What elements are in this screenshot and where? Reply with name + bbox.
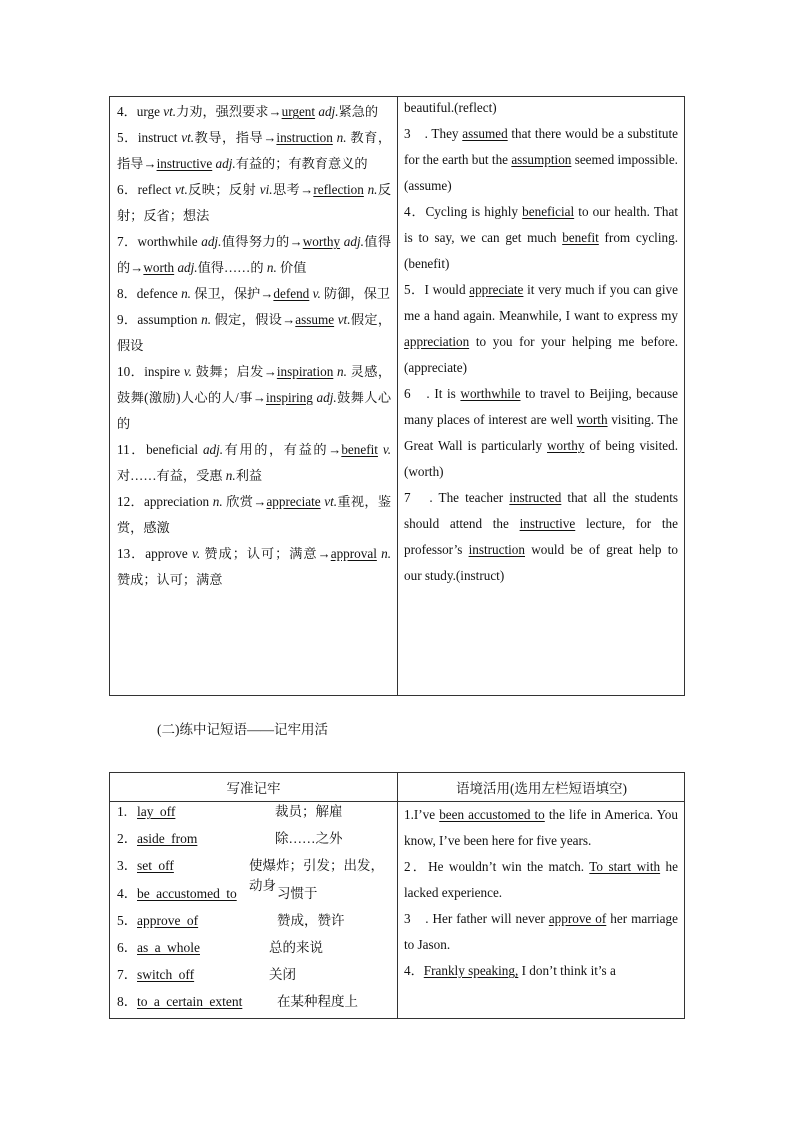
part-of-speech: v. (382, 442, 391, 457)
part-of-speech: adj. (215, 156, 236, 171)
answer-word: instructed (509, 490, 562, 505)
text-run: 值得……的 (197, 260, 267, 275)
text-run: to travel to Beijing, because many places of interest are well (404, 386, 678, 427)
text-run: 9．assumption (117, 312, 202, 327)
part-of-speech: n. (181, 286, 191, 301)
part-of-speech: vt. (324, 494, 338, 509)
text-run: 12．appreciation (117, 494, 213, 509)
entry-p1 (404, 802, 678, 854)
entry-p3 (404, 906, 678, 958)
text-run: 赞成；认可；满意 (117, 572, 223, 587)
phrase-english: switch off (137, 967, 195, 983)
text-run: 鼓舞；启发→ (191, 364, 277, 379)
answer-word: To start with (589, 859, 661, 874)
answer-word: worth (143, 260, 175, 275)
text-run: her marriage to Jason. (404, 911, 678, 952)
answer-word: beneficial (522, 204, 575, 219)
text-run: 思考→ (272, 182, 314, 197)
phrase-chinese: 使爆炸；引发；出发，动身 (249, 858, 384, 894)
answer-word: appreciate (469, 282, 524, 297)
text-run: 保卫，保护→ (190, 286, 274, 301)
part-of-speech: vi. (259, 182, 273, 197)
phrase-chinese: 关闭 (269, 967, 296, 983)
phrase-english: as a whole (137, 939, 200, 955)
answer-word: assume (295, 312, 335, 327)
phrase-row (117, 911, 391, 938)
text-run: 重视，鉴赏，感激 (117, 494, 392, 535)
part-of-speech: adj. (177, 260, 198, 275)
answer-word: approve of (548, 911, 607, 926)
phrase-number: 1. (117, 804, 128, 819)
phrase-chinese: 赞成，赞许 (277, 912, 345, 928)
part-of-speech: vt. (163, 104, 177, 119)
entry-p4 (404, 958, 678, 984)
answer-word: Frankly speaking, (423, 963, 519, 978)
answer-word: worthy (547, 438, 585, 453)
phrase-english: be accustomed to (137, 885, 237, 901)
entry-r7 (404, 485, 678, 589)
text-run: to our health. That is to say, we can get much (404, 204, 678, 245)
part-of-speech: vt. (337, 312, 351, 327)
text-run: 值得努力的→ (221, 234, 303, 249)
phrase-row (117, 829, 391, 856)
text-run: 教育，指导→ (117, 130, 392, 171)
text-run: 3 . Her father will never (404, 911, 549, 926)
header-right: 语境活用(选用左栏短语填空) (456, 781, 627, 796)
text-run: visiting. The Great Wall is particularly (404, 412, 678, 453)
phrase-number: 4． (117, 885, 138, 901)
text-run: 对……有益，受惠 (117, 468, 226, 483)
text-run: 6．reflect (117, 182, 175, 197)
part-of-speech: adj. (316, 390, 337, 405)
part-of-speech: n. (336, 130, 347, 145)
phrase-row (117, 938, 391, 965)
text-run: to you for your helping me before.(appreciate) (404, 334, 678, 375)
entry-7 (117, 229, 391, 281)
vocabulary-table (109, 96, 685, 696)
entry-5 (117, 125, 391, 177)
answer-word: benefit (341, 442, 378, 457)
entry-8 (117, 281, 391, 307)
text-run: I don’t think it’s a (518, 963, 616, 978)
phrase-usage-column (398, 802, 685, 1018)
text-run: 8．defence (117, 286, 182, 301)
phrase-number: 7． (117, 967, 138, 983)
part-of-speech: n. (337, 364, 347, 379)
text-run: 5．I would (404, 282, 470, 297)
text-run: 紧急的 (338, 104, 379, 119)
text-run: 10．inspire (117, 364, 184, 379)
phrase-english: aside from (137, 831, 198, 847)
entry-6 (117, 177, 391, 229)
text-run: from cycling.(benefit) (404, 230, 678, 271)
part-of-speech: adj. (318, 104, 339, 119)
header-left: 写准记牢 (226, 781, 281, 796)
phrase-number: 6． (117, 939, 138, 955)
part-of-speech: vt. (174, 182, 188, 197)
part-of-speech: v. (192, 546, 201, 561)
text-run: 7．worthwhile (117, 234, 202, 249)
text-run: 防御，保卫 (320, 286, 390, 301)
answer-word: worth (576, 412, 608, 427)
answer-word: instructive (156, 156, 213, 171)
entry-10 (117, 359, 391, 437)
text-run: he lacked experience. (404, 859, 678, 900)
text-run: 鼓舞人心的 (117, 390, 392, 431)
part-of-speech: adj. (202, 442, 224, 457)
text-run: seemed impossible.(assume) (404, 152, 678, 193)
phrase-number: 5． (117, 912, 138, 928)
text-run: 4． (404, 963, 424, 978)
text-run: 力劝，强烈要求→ (176, 104, 282, 119)
answer-word: inspiring (265, 390, 313, 405)
answer-word: appreciate (266, 494, 321, 509)
phrase-english: to a certain extent (137, 994, 243, 1010)
part-of-speech: n. (212, 494, 223, 509)
phrase-english: lay off (137, 804, 176, 819)
text-run: 11．beneficial (117, 442, 203, 457)
entry-p2 (404, 854, 678, 906)
answer-word: instructive (519, 516, 576, 531)
text-run: 假定，假设→ (210, 312, 296, 327)
phrase-number: 2． (117, 831, 138, 847)
phrase-row (117, 992, 391, 1019)
answer-word: worthwhile (460, 386, 521, 401)
text-run: 利益 (235, 468, 263, 483)
phrase-chinese: 裁员；解雇 (275, 804, 343, 819)
phrase-number: 8． (117, 994, 138, 1010)
text-run: beautiful.(reflect) (404, 100, 497, 115)
phrase-row (117, 884, 391, 911)
part-of-speech: n. (266, 260, 277, 275)
text-run: 反映；反射 (187, 182, 260, 197)
text-run: 5．instruct (117, 130, 182, 145)
text-run: that there would be a substitute for the earth but the (404, 126, 678, 167)
text-run: 值得的→ (117, 234, 392, 275)
answer-word: worthy (302, 234, 341, 249)
answer-word: assumption (511, 152, 572, 167)
answer-word: urgent (281, 104, 316, 119)
phrase-chinese: 习惯于 (277, 885, 318, 901)
part-of-speech: n. (201, 312, 211, 327)
text-run: lecture, for the professor’s (404, 516, 678, 557)
entry-11 (117, 437, 391, 489)
text-run: 3 . They (404, 126, 463, 141)
phrase-row (117, 965, 391, 992)
text-run: 教导，指导→ (194, 130, 277, 145)
answer-word: inspiration (276, 364, 334, 379)
phrase-chinese: 在某种程度上 (277, 994, 358, 1010)
text-run: 赞成；认可；满意→ (200, 546, 331, 561)
text-run: 假定，假设 (117, 312, 392, 353)
text-run: 价值 (276, 260, 307, 275)
answer-word: benefit (562, 230, 599, 245)
context-usage-column (398, 97, 685, 695)
entry-r4 (404, 199, 678, 277)
answer-word: defend (273, 286, 310, 301)
answer-word: reflection (313, 182, 364, 197)
entry-r3 (404, 121, 678, 199)
part-of-speech: v. (183, 364, 192, 379)
part-of-speech: adj. (201, 234, 222, 249)
entry-4 (117, 99, 391, 125)
phrase-chinese: 总的来说 (269, 939, 323, 955)
answer-word: approval (330, 546, 377, 561)
part-of-speech: n. (367, 182, 378, 197)
part-of-speech: n. (381, 546, 391, 561)
text-run: would be of great help to our study.(instruct) (404, 542, 678, 583)
section-title: (二)练中记短语——记牢用活 (157, 722, 328, 737)
text-run: 1.I’ve (404, 807, 440, 822)
text-run: of being visited.(worth) (404, 438, 678, 479)
phrase-chinese: 除……之外 (275, 831, 343, 847)
phrase-number: 3． (117, 858, 138, 874)
text-run: the life in America. You know, I’ve been here for five years. (404, 807, 678, 848)
entry-r2 (404, 95, 678, 121)
part-of-speech: n. (225, 468, 236, 483)
phrase-row (117, 802, 391, 829)
entry-9 (117, 307, 391, 359)
text-run: 反射；反省；想法 (117, 182, 392, 223)
phrase-english: set off (137, 858, 174, 874)
text-run: that all the students should attend the (404, 490, 678, 531)
word-family-column (110, 97, 397, 695)
text-run: 有益的；有教育意义的 (235, 156, 368, 171)
text-run: 有用的，有益的→ (223, 442, 342, 457)
text-run: 13．approve (117, 546, 192, 561)
part-of-speech: vt. (181, 130, 195, 145)
phrase-english: approve of (137, 912, 199, 928)
answer-word: instruction (468, 542, 525, 557)
part-of-speech: v. (312, 286, 321, 301)
answer-word: been accustomed to (439, 807, 545, 822)
entry-13 (117, 541, 391, 593)
answer-word: appreciation (404, 334, 470, 349)
phrase-table (109, 772, 685, 1019)
text-run: 灵感，鼓舞(激励)人心的人/事→ (117, 364, 392, 405)
phrase-list (110, 802, 397, 1018)
text-run: 欣赏→ (222, 494, 267, 509)
text-run: it very much if you can give me a hand again. Meanwhile, I want to express my (404, 282, 678, 323)
entry-r5 (404, 277, 678, 381)
text-run: 4．urge (117, 104, 164, 119)
entry-r6 (404, 381, 678, 485)
answer-word: instruction (276, 130, 333, 145)
answer-word: assumed (462, 126, 508, 141)
text-run: 4．Cycling is highly (404, 204, 523, 219)
part-of-speech: adj. (343, 234, 364, 249)
entry-12 (117, 489, 391, 541)
text-run: 7 . The teacher (404, 490, 510, 505)
text-run: 2．He wouldn’t win the match. (404, 859, 590, 874)
text-run: 6 . It is (404, 386, 461, 401)
